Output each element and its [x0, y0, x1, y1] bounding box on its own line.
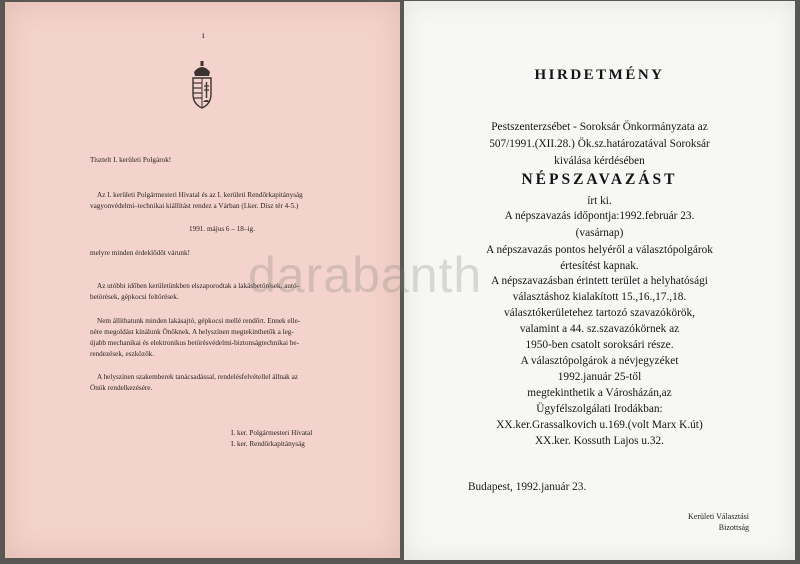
document-title: HIRDETMÉNY: [534, 67, 665, 83]
body-line: (vasárnap): [575, 227, 624, 239]
paragraph-line: vagyonvédelmi–technikai kiállítást rendez a Várban (I.ker. Dísz tér 4-5.): [90, 202, 299, 210]
intro-line: kiválása kérdésében: [554, 155, 645, 167]
issuer-signature: [688, 511, 749, 533]
signature-line: I. ker. Polgármesteri Hivatal: [231, 429, 313, 437]
paragraph-line: rendezések, eszközök.: [90, 350, 155, 358]
exhibition-dates: 1991. május 6 – 18–ig.: [189, 225, 255, 233]
paragraph-line: betörések, gépkocsi feltörések.: [90, 293, 179, 301]
hungarian-coat-of-arms-icon: [188, 60, 216, 110]
body-line: megtekinthetik a Városházán,az: [527, 387, 672, 399]
body-line: választókerületehez tartozó szavazókörök,: [503, 307, 695, 319]
signature-line: Kerületi Választási: [688, 512, 749, 521]
signature-line: I. ker. Rendőrkapitányság: [231, 440, 305, 448]
issue-date: Budapest, 1992.január 23.: [468, 481, 587, 493]
signature-line: Bizottság: [718, 523, 749, 532]
page-mark: ı: [202, 30, 205, 40]
paragraph-line: Az I. kerületi Polgármesteri Hivatal és az I. kerületi Rendőrkapitányság: [97, 191, 303, 199]
paragraph-line: újabb mechanikai és elektronikus betörésvédelmi-biztonságtechnikai be-: [90, 339, 299, 347]
paragraph-line: Az utóbbi időben kerületünkben elszaporodtak a lakásbetörések, autó-: [97, 282, 299, 290]
invitation-line: melyre minden érdeklődőt várunk!: [90, 249, 190, 257]
body-line: értesítést kapnak.: [560, 260, 639, 272]
body-line: 1950-ben csatolt soroksári része.: [525, 339, 674, 351]
intro-line: 507/1991.(XII.28.) Ök.sz.határozatával Soroksár: [489, 138, 710, 150]
paragraph-line: Nem állíthatunk minden lakásajtó, gépkocsi mellé rendőrt. Ennek elle-: [97, 317, 301, 325]
body-line: XX.ker.Grassalkovich u.169.(volt Marx K.út): [496, 419, 703, 431]
body-line: 1992.január 25-től: [557, 371, 642, 383]
paragraph-line: Önök rendelkezésére.: [90, 384, 153, 392]
paragraph-line: nére megoldást kínálunk Önöknek. A helyszínen megtekinthetők a leg-: [90, 328, 294, 336]
body-line: A választópolgárok a névjegyzéket: [520, 355, 679, 367]
paragraph-line: A helyszínen szakemberek tanácsadással, rendelésfelvétellel állnak az: [97, 373, 298, 381]
intro-line: Pestszenterzsébet - Soroksár Önkormányzata az: [491, 121, 708, 133]
body-line: Ügyfélszolgálati Irodákban:: [536, 403, 663, 415]
body-line: A népszavazás időpontja:1992.február 23.: [504, 210, 695, 222]
body-line: A népszavazás pontos helyéről a választópolgárok: [486, 244, 713, 256]
body-line: írt ki.: [587, 195, 612, 207]
watermark: darabanth: [248, 247, 483, 303]
body-line: A népszavazásban érintett terület a helyhatósági: [491, 275, 708, 287]
body-line: XX.ker. Kossuth Lajos u.32.: [535, 435, 664, 447]
body-line: valamint a 44. sz.szavazókörnek az: [519, 323, 680, 335]
headline: NÉPSZAVAZÁST: [521, 171, 678, 188]
greeting: Tisztelt I. kerületi Polgárok!: [90, 156, 172, 164]
body-line: választáshoz kialakított 15.,16.,17.,18.: [512, 291, 687, 303]
